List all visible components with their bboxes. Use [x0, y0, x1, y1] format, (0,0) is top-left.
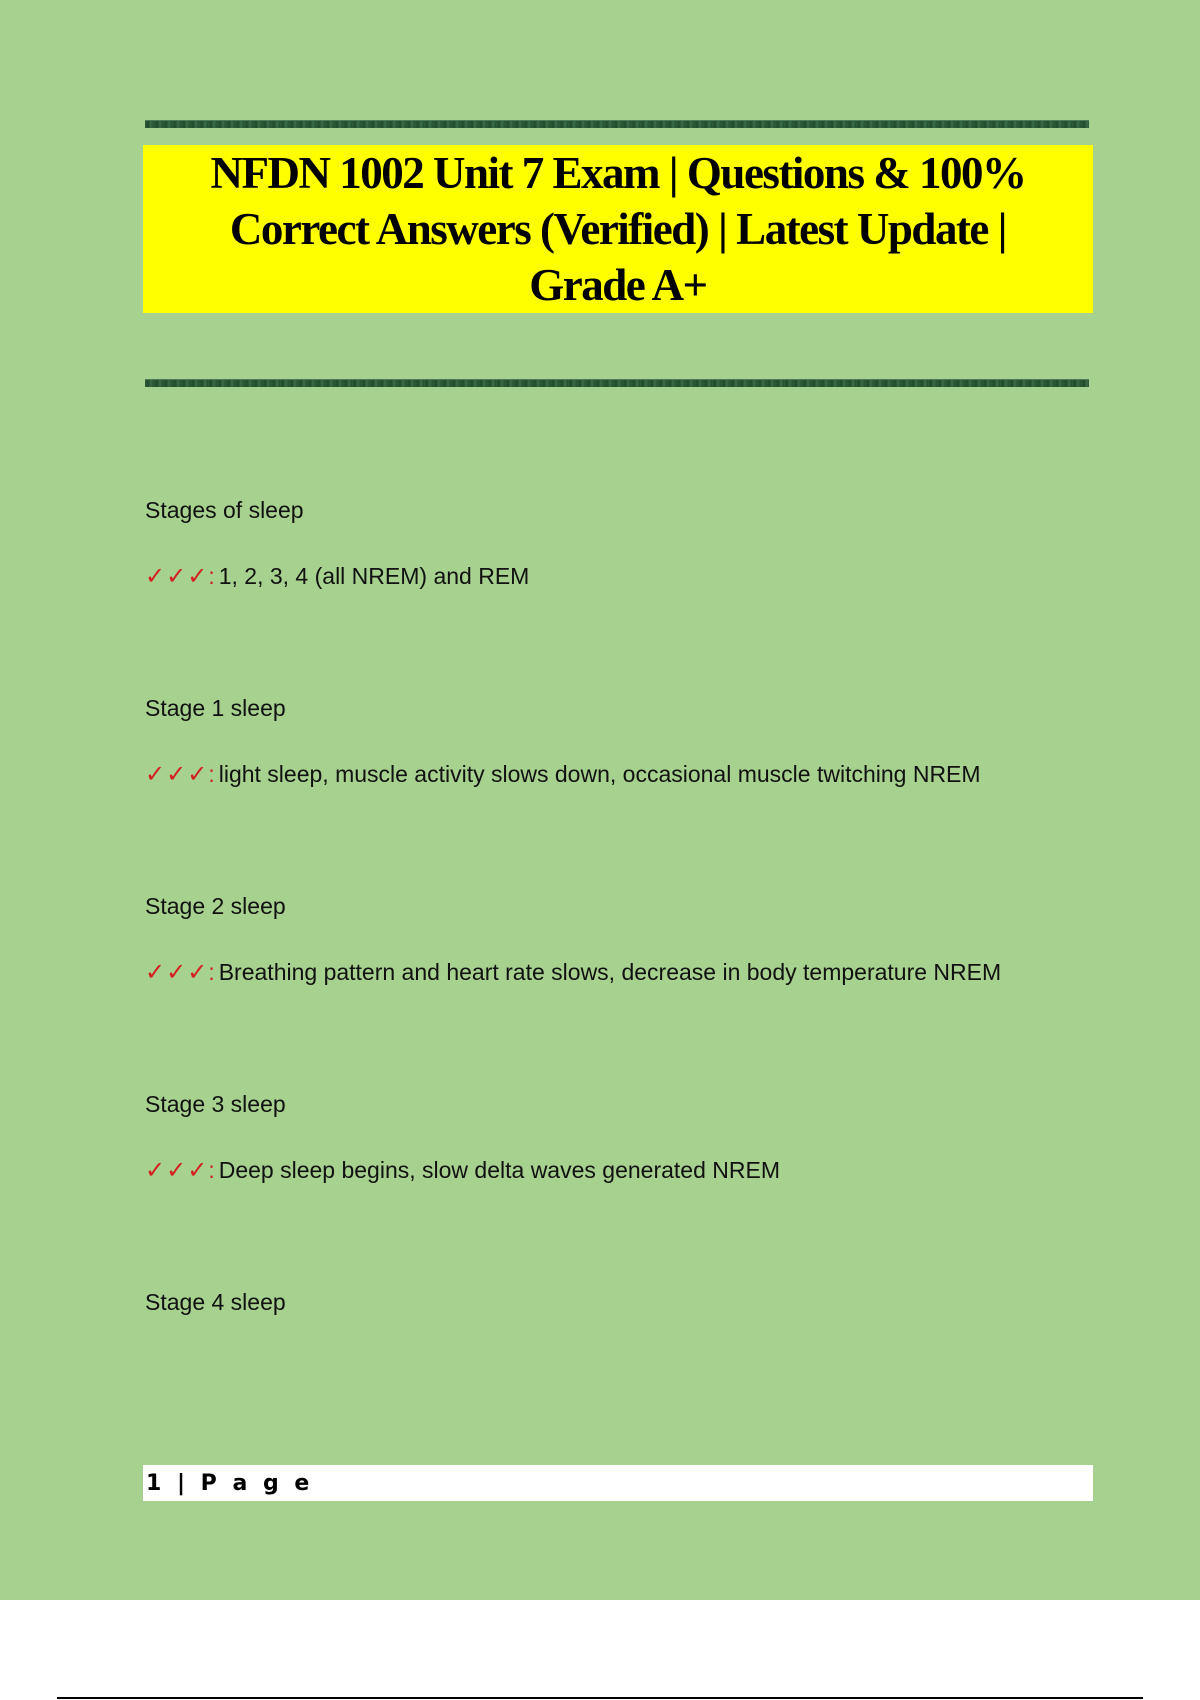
check-marks-icon: ✓✓✓: [145, 958, 209, 986]
page-number: 1 | P a g e: [146, 1470, 314, 1496]
answer-separator: :: [208, 959, 215, 985]
question-text: Stage 1 sleep: [145, 695, 286, 721]
answer-line: [145, 757, 1105, 791]
qa-item: [145, 1087, 1105, 1285]
check-marks-icon: ✓✓✓: [145, 562, 209, 590]
viewer-divider: [57, 1697, 1143, 1699]
answer-line: [145, 559, 1105, 593]
answer-text: 1, 2, 3, 4 (all NREM) and REM: [218, 563, 530, 589]
answer-separator: :: [208, 1157, 215, 1183]
qa-list: [145, 493, 1105, 1483]
answer-text: Deep sleep begins, slow delta waves generated NREM: [218, 1157, 780, 1183]
check-marks-icon: ✓✓✓: [145, 760, 209, 788]
answer-separator: :: [208, 563, 215, 589]
bottom-divider: [145, 379, 1089, 387]
title-banner: [143, 145, 1093, 313]
document-title: NFDN 1002 Unit 7 Exam | Questions & 100% Correct Answers (Verified) | Latest Update | Grade A+: [210, 148, 1026, 310]
page-footer: [143, 1465, 1093, 1501]
answer-line: [145, 1153, 1105, 1187]
question-text: Stage 4 sleep: [145, 1289, 286, 1315]
question-text: Stages of sleep: [145, 497, 304, 523]
answer-text: light sleep, muscle activity slows down, occasional muscle twitching NREM: [218, 761, 981, 787]
question-text: Stage 2 sleep: [145, 893, 286, 919]
answer-line: [145, 955, 1105, 989]
qa-item: [145, 493, 1105, 691]
qa-item: [145, 691, 1105, 889]
answer-separator: :: [208, 761, 215, 787]
question-text: Stage 3 sleep: [145, 1091, 286, 1117]
top-divider: [145, 120, 1089, 128]
check-marks-icon: ✓✓✓: [145, 1156, 209, 1184]
answer-text: Breathing pattern and heart rate slows, decrease in body temperature NREM: [218, 959, 1002, 985]
qa-item: [145, 889, 1105, 1087]
qa-item: [145, 1285, 1105, 1483]
